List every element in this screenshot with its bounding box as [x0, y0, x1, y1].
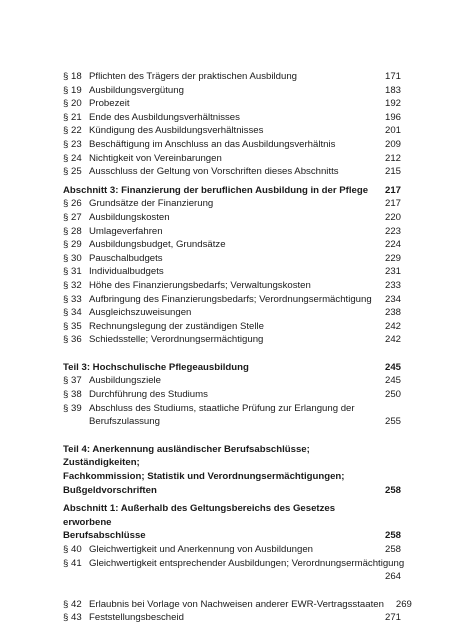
entry-page: 209 [384, 138, 401, 150]
entry-number: § 18 [63, 71, 82, 82]
entry-page: 215 [384, 166, 401, 178]
entry-title: Ausbildungsvergütung [89, 84, 184, 96]
toc-entry [63, 138, 401, 152]
entry-title: Beschäftigung im Anschluss an das Ausbildungsverhältnis [89, 138, 336, 150]
entry-page: 192 [384, 98, 401, 110]
entry-title-line1: Abschluss des Studiums, staatliche Prüfung zur Erlangung der [89, 402, 355, 414]
toc-entry [63, 279, 401, 293]
entry-title: Ausbildungsbudget, Grundsätze [89, 239, 226, 251]
entry-title: Pflichten des Trägers der praktischen Ausbildung [89, 71, 297, 82]
heading-page: 217 [384, 184, 401, 196]
toc-heading-teil4-l2 [63, 470, 401, 484]
entry-page: 231 [384, 266, 401, 278]
entry-title: Kündigung des Ausbildungsverhältnisses [89, 125, 264, 137]
toc-heading-abschnitt1-l1 [63, 502, 401, 529]
toc-entry [63, 374, 401, 388]
toc-entry [63, 124, 401, 138]
toc-entry [63, 252, 401, 266]
entry-title: Probezeit [89, 98, 130, 110]
entry-number: § 35 [63, 320, 82, 332]
entry-number: § 24 [63, 152, 82, 164]
toc-entry [63, 388, 401, 402]
heading-page: 258 [384, 530, 401, 542]
entry-title: Ausgleichszuweisungen [89, 307, 192, 319]
toc-heading-abschnitt3 [63, 184, 401, 198]
toc-entry [63, 598, 412, 612]
entry-number: § 19 [63, 84, 82, 96]
toc-entry-39 [63, 402, 401, 416]
heading-title-line3: Bußgeldvorschriften [63, 484, 157, 496]
entry-number: § 20 [63, 98, 82, 110]
toc-entry [63, 293, 401, 307]
entry-page: 264 [384, 571, 401, 583]
entry-number: § 29 [63, 239, 82, 251]
heading-title-line1: Teil 4: Anerkennung ausländischer Berufsabschlüsse; Zuständigkeiten; [63, 443, 310, 469]
entry-title: Nichtigkeit von Vereinbarungen [89, 152, 222, 164]
entry-title: Schiedsstelle; Verordnungsermächtigung [89, 334, 264, 346]
entry-number: § 38 [63, 389, 82, 401]
toc-group-teil2-end [63, 70, 401, 179]
entry-page: 271 [384, 612, 401, 624]
entry-title-line2: Berufszulassung [89, 416, 160, 428]
entry-page: 220 [384, 211, 401, 223]
entry-title: Individualbudgets [89, 266, 164, 278]
toc-entry [63, 611, 401, 625]
entry-page: 229 [384, 252, 401, 264]
entry-number: § 21 [63, 111, 82, 123]
toc-entry-40 [63, 543, 401, 557]
entry-number: § 28 [63, 225, 82, 237]
entry-number: § 22 [63, 125, 82, 137]
toc-heading-teil4-l3 [63, 484, 401, 498]
entry-page: 238 [384, 307, 401, 319]
entry-number: § 32 [63, 279, 82, 291]
entry-number: § 31 [63, 266, 82, 278]
toc-group-abschnitt3 [63, 197, 401, 347]
toc-entry [63, 306, 401, 320]
entry-page: 224 [384, 239, 401, 251]
toc-entry-41 [63, 557, 405, 571]
entry-title: Erlaubnis bei Vorlage von Nachweisen anderer EWR-Vertragsstaaten [89, 598, 384, 610]
toc-entry [63, 197, 401, 211]
toc-entry-39-cont [63, 415, 401, 429]
toc-entry [63, 320, 401, 334]
toc-entry [63, 84, 401, 98]
heading-page: 245 [384, 361, 401, 373]
table-of-contents [63, 70, 412, 625]
entry-title: Aufbringung des Finanzierungsbedarfs; Verordnungsermächtigung [89, 293, 372, 305]
entry-page: 269 [395, 598, 412, 610]
toc-entry [63, 152, 401, 166]
entry-page: 258 [384, 544, 401, 555]
entry-page: 171 [384, 71, 401, 82]
heading-page: 258 [384, 484, 401, 496]
entry-page: 255 [384, 416, 401, 428]
entry-title: Ausschluss der Geltung von Vorschriften dieses Abschnitts [89, 166, 339, 178]
entry-page: 196 [384, 111, 401, 123]
entry-title: Ausbildungskosten [89, 211, 170, 223]
entry-number: § 41 [63, 557, 82, 569]
entry-title: Grundsätze der Finanzierung [89, 198, 214, 210]
entry-page: 217 [384, 198, 401, 210]
entry-number: § 42 [63, 598, 82, 610]
toc-entry-41-page [63, 570, 401, 584]
entry-title: Pauschalbudgets [89, 252, 163, 264]
toc-entry [63, 333, 401, 347]
entry-number: § 37 [63, 375, 82, 387]
entry-title: Feststellungsbescheid [89, 612, 184, 624]
heading-title-line2: Berufsabschlüsse [63, 530, 146, 542]
toc-entry [63, 70, 401, 84]
entry-page: 212 [384, 152, 401, 164]
entry-title: Durchführung des Studiums [89, 389, 208, 401]
toc-group-abschnitt1 [63, 598, 412, 625]
toc-entry [63, 265, 401, 279]
entry-title: Gleichwertigkeit entsprechender Ausbildungen; Verordnungsermächtigung [89, 557, 405, 569]
toc-entry [63, 165, 401, 179]
entry-page: 250 [384, 389, 401, 401]
heading-title: Teil 3: Hochschulische Pflegeausbildung [63, 361, 249, 373]
toc-entry [63, 111, 401, 125]
entry-title: Gleichwertigkeit und Anerkennung von Ausbildungen [89, 544, 314, 555]
entry-number: § 23 [63, 138, 82, 150]
entry-page: 201 [384, 125, 401, 137]
entry-title: Umlageverfahren [89, 225, 163, 237]
entry-number: § 25 [63, 166, 82, 178]
toc-heading-teil4-l1 [63, 443, 401, 470]
entry-page: 245 [384, 375, 401, 387]
entry-page: 233 [384, 279, 401, 291]
toc-entry [63, 97, 401, 111]
entry-page: 234 [384, 293, 401, 305]
entry-title: Ende des Ausbildungsverhältnisses [89, 111, 240, 123]
entry-number: § 40 [63, 544, 82, 555]
entry-page: 223 [384, 225, 401, 237]
heading-title: Abschnitt 3: Finanzierung der beruflichen Ausbildung in der Pflege [63, 184, 369, 196]
entry-title: Höhe des Finanzierungsbedarfs; Verwaltungskosten [89, 279, 311, 291]
heading-title-line1: Abschnitt 1: Außerhalb des Geltungsbereichs des Gesetzes erworbene [63, 503, 336, 528]
entry-number: § 34 [63, 307, 82, 319]
entry-number: § 27 [63, 211, 82, 223]
entry-page: 183 [384, 84, 401, 96]
entry-number: § 33 [63, 293, 82, 305]
toc-heading-teil3 [63, 361, 401, 375]
entry-page: 242 [384, 334, 401, 346]
heading-title-line2: Fachkommission; Statistik und Verordnungsermächtigungen; [63, 471, 345, 483]
entry-number: § 26 [63, 198, 82, 210]
entry-number: § 30 [63, 252, 82, 264]
entry-number: § 36 [63, 334, 82, 346]
entry-title: Ausbildungsziele [89, 375, 161, 387]
toc-group-teil3 [63, 374, 401, 401]
entry-number: § 43 [63, 612, 82, 624]
toc-entry [63, 211, 401, 225]
entry-page: 242 [384, 320, 401, 332]
entry-number: § 39 [63, 402, 82, 414]
entry-title: Rechnungslegung der zuständigen Stelle [89, 320, 264, 332]
toc-entry [63, 225, 401, 239]
toc-entry [63, 238, 401, 252]
toc-heading-abschnitt1-l2 [63, 529, 401, 543]
